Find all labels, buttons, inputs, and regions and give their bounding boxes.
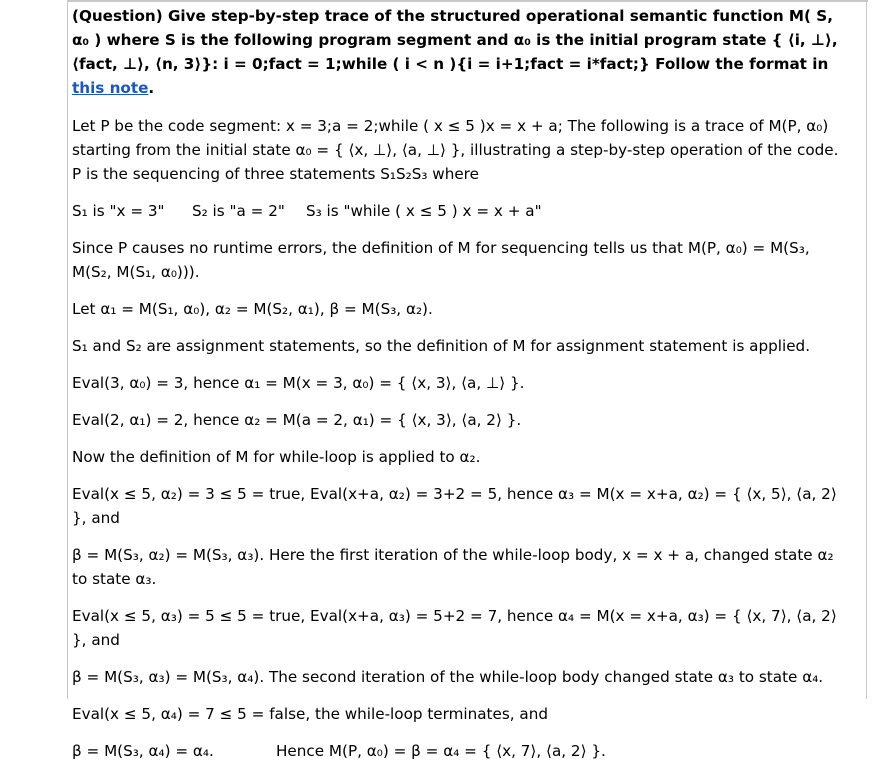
eval-step-4: Eval(x ≤ 5, α₃) = 5 ≤ 5 = true, Eval(x+a, α₃) = 5+2 = 7, hence α₄ = M(x = x+a, α₃) = { ⟨x, 7⟩, ⟨a, 2⟩ }, and: [72, 607, 837, 649]
right-border: [866, 0, 867, 699]
question-paragraph: [72, 4, 852, 100]
while-paragraph: Now the definition of M for while-loop is applied to α₂.: [72, 448, 481, 466]
final-beta: β = M(S₃, α₄) = α₄.: [72, 742, 214, 760]
statement-s2: S₂ is "a = 2": [192, 202, 285, 220]
beta-step-1: β = M(S₃, α₂) = M(S₃, α₃). Here the first iteration of the while-loop body, x = x + a, changed state α₂ to state α₃.: [72, 546, 834, 588]
question-text: (Question) Give step-by-step trace of the structured operational semantic function M( S, α₀ ) where S is the following program segment and α₀ is the initial program state { ⟨i, ⊥⟩, ⟨fact, ⊥⟩, ⟨n, 3⟩}: i = 0;fact = 1;while ( i < n ){i = i+1;fact = i*fact;} Follow the format in: [72, 7, 838, 73]
question-end: .: [148, 79, 155, 97]
top-border: [68, 0, 868, 2]
assignment-paragraph: S₁ and S₂ are assignment statements, so the definition of M for assignment statement is applied.: [72, 337, 811, 355]
intro-paragraph: Let P be the code segment: x = 3;a = 2;while ( x ≤ 5 )x = x + a; The following is a trace of M(P, α₀) starting from the initial state α₀ = { ⟨x, ⊥⟩, ⟨a, ⊥⟩ }, illustrating a step-by-step operation of the code. P is the sequencing of three statements S₁S₂S₃ where: [72, 117, 839, 183]
beta-step-2: β = M(S₃, α₃) = M(S₃, α₄). The second iteration of the while-loop body changed state α₃ to state α₄.: [72, 668, 824, 686]
this-note-link[interactable]: this note: [72, 79, 149, 97]
eval-step-2: Eval(2, α₁) = 2, hence α₂ = M(a = 2, α₁) = { ⟨x, 3⟩, ⟨a, 2⟩ }.: [72, 411, 522, 429]
final-result: Hence M(P, α₀) = β = α₄ = { ⟨x, 7⟩, ⟨a, 2⟩ }.: [276, 742, 606, 760]
eval-step-1: Eval(3, α₀) = 3, hence α₁ = M(x = 3, α₀) = { ⟨x, 3⟩, ⟨a, ⊥⟩ }.: [72, 374, 525, 392]
eval-step-3: Eval(x ≤ 5, α₂) = 3 ≤ 5 = true, Eval(x+a, α₂) = 3+2 = 5, hence α₃ = M(x = x+a, α₂) = { ⟨x, 5⟩, ⟨a, 2⟩ }, and: [72, 485, 837, 527]
left-border: [67, 0, 68, 699]
eval-step-5: Eval(x ≤ 5, α₄) = 7 ≤ 5 = false, the while-loop terminates, and: [72, 705, 548, 723]
statement-s3: S₃ is "while ( x ≤ 5 ) x = x + a": [306, 202, 542, 220]
statements-line: [72, 199, 852, 223]
sequencing-paragraph: Since P causes no runtime errors, the definition of M for sequencing tells us that M(P, α₀) = M(S₃, M(S₂, M(S₁, α₀))).: [72, 239, 810, 281]
document-content: [72, 4, 852, 776]
let-paragraph: Let α₁ = M(S₁, α₀), α₂ = M(S₂, α₁), β = M(S₃, α₂).: [72, 300, 433, 318]
final-line: [72, 739, 852, 763]
statement-s1: S₁ is "x = 3": [72, 202, 165, 220]
